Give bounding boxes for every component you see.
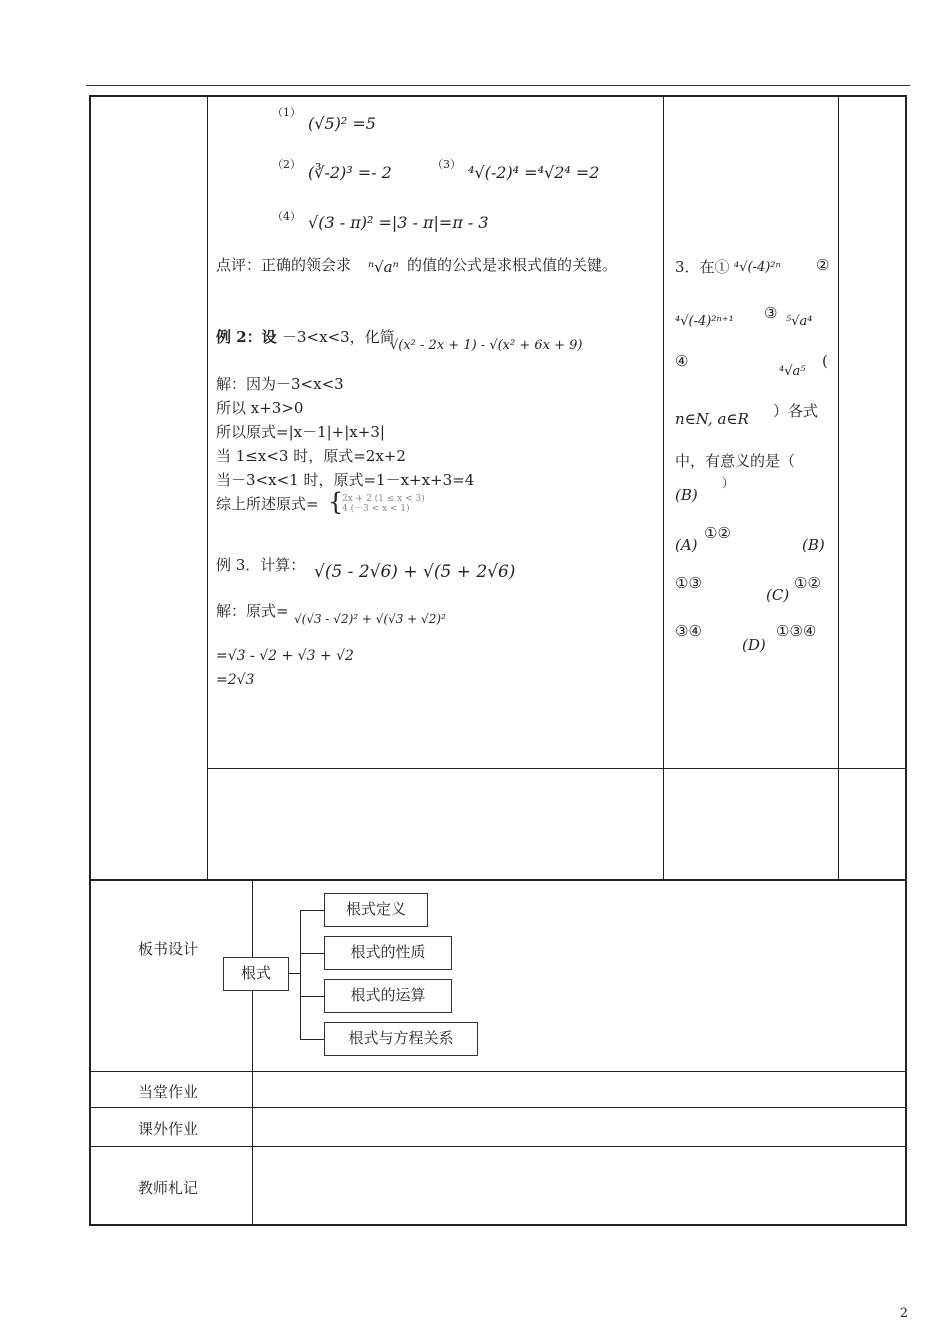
option-c: (C) xyxy=(766,586,790,604)
ex3-title: 例 3．计算： xyxy=(216,556,306,574)
board-node-operations: 根式的运算 xyxy=(324,979,452,1013)
ex2-line: 所以 x+3>0 xyxy=(216,399,304,417)
table-border-left xyxy=(89,95,91,1225)
option-d: (D) xyxy=(742,636,766,654)
ex2-title-bold: 例 2：设 xyxy=(216,328,277,346)
table-border-top xyxy=(89,95,907,97)
ex1-item4-expr: √(3 - π)² =|3 - π|=π - 3 xyxy=(308,213,489,232)
col-divider-3 xyxy=(838,95,839,880)
label-col-divider xyxy=(252,879,253,1225)
ex3-sol-label: 解：原式= xyxy=(216,602,289,620)
col-divider-1 xyxy=(207,95,208,880)
row-divider-2 xyxy=(89,879,907,881)
ex2-piecewise xyxy=(342,494,425,514)
header-rule xyxy=(86,85,910,86)
option-d-prefix: ③④ xyxy=(675,622,702,640)
ex1-item4-label: （4） xyxy=(272,210,301,223)
board-node-equations: 根式与方程关系 xyxy=(324,1022,478,1056)
row-label-teacher-notes: 教师札记 xyxy=(138,1179,199,1197)
board-connector-trunk xyxy=(300,910,301,1040)
ex1-comment-suffix: 的值的公式是求根式值的关键。 xyxy=(407,256,618,274)
row-divider-1 xyxy=(207,768,905,769)
option-c-value: ①② xyxy=(794,574,821,592)
board-label: 板书设计 xyxy=(138,940,199,958)
ex1-item3-label: （3） xyxy=(432,158,461,171)
exercise-item1: ⁴√(-4)²ⁿ xyxy=(734,260,781,275)
board-node-properties: 根式的性质 xyxy=(324,936,452,970)
piecewise-brace: { xyxy=(328,488,344,516)
ex1-item1-expr: (√5)² =5 xyxy=(308,114,376,133)
row-label-home-homework: 课外作业 xyxy=(138,1120,199,1138)
board-connector-branch xyxy=(300,996,324,997)
ex1-item1-label: （1） xyxy=(272,106,301,119)
row-label-class-homework: 当堂作业 xyxy=(138,1083,199,1101)
option-b: (B) xyxy=(802,536,825,554)
row-divider-5 xyxy=(89,1146,907,1147)
exercise-answer: (B) xyxy=(675,486,698,504)
ex3-step1: =√3 - √2 + √3 + √2 xyxy=(216,648,354,664)
page-number: 2 xyxy=(899,1306,908,1321)
ex3-formula: √(5 - 2√6) + √(5 + 2√6) xyxy=(314,562,516,582)
option-a-value: ①② xyxy=(704,524,731,542)
exercise-item2: ⁴√(-4)²ⁿ⁺¹ xyxy=(675,314,734,329)
ex2-line: 综上所述原式= xyxy=(216,495,319,513)
row-divider-4 xyxy=(89,1107,907,1108)
ex2-line: 解：因为－3<x<3 xyxy=(216,375,344,393)
exercise-item4: ⁴√a⁵ xyxy=(779,364,806,379)
ex2-line: 当－3<x<1 时，原式=1－x+x+3=4 xyxy=(216,471,475,489)
exercise-close: ） xyxy=(722,476,735,490)
col-divider-2 xyxy=(663,95,664,880)
ex2-title-rest: －3<x<3，化简 xyxy=(282,328,395,346)
ex3-step2: =2√3 xyxy=(216,672,255,688)
option-a: (A) xyxy=(675,536,698,554)
ex1-comment-prefix: 点评：正确的领会求 xyxy=(216,256,352,274)
board-connector-branch xyxy=(300,953,324,954)
board-node-definition: 根式定义 xyxy=(324,893,428,927)
board-connector-branch xyxy=(300,1039,324,1040)
exercise-prefix: 3．在① xyxy=(675,258,730,276)
ex1-item2-expr: (∛-2)³ =- 2 xyxy=(308,163,392,182)
ex2-formula: √(x² - 2x + 1) - √(x² + 6x + 9) xyxy=(390,338,583,353)
option-b-value: ①③ xyxy=(675,574,702,592)
ex2-line: 当 1≤x<3 时，原式=2x+2 xyxy=(216,447,406,465)
ex3-sol-formula: √(√3 - √2)² + √(√3 + √2)² xyxy=(294,612,446,626)
option-d-value: ①③④ xyxy=(776,622,817,640)
exercise-paren-open: ( xyxy=(822,352,828,370)
ex1-comment-formula: ⁿ√aⁿ xyxy=(368,258,399,276)
ex1-item3-expr: ⁴√(-2)⁴ =⁴√2⁴ =2 xyxy=(468,163,600,182)
table-border-right xyxy=(905,95,907,1225)
piecewise-case: 2x + 2 (1 ≤ x < 3) xyxy=(342,494,425,504)
table-border-bottom xyxy=(89,1224,907,1226)
exercise-mark2: ② xyxy=(816,256,830,274)
board-root-node: 根式 xyxy=(223,957,289,991)
exercise-condition: n∈N, a∈R xyxy=(675,410,749,428)
piecewise-case: 4 (－3 < x < 1) xyxy=(342,504,410,514)
row-divider-3 xyxy=(89,1071,907,1072)
exercise-tail-a: ）各式 xyxy=(773,402,819,420)
exercise-mark4: ④ xyxy=(675,352,689,370)
board-connector-branch xyxy=(300,910,324,911)
board-connector-root xyxy=(288,973,300,974)
exercise-tail-b: 中，有意义的是（ xyxy=(675,452,796,470)
exercise-mark3: ③ xyxy=(764,304,778,322)
ex2-line: 所以原式=|x－1|+|x+3| xyxy=(216,423,385,441)
exercise-item3: ⁵√a⁴ xyxy=(786,314,813,329)
ex1-item2-label: （2） xyxy=(272,158,301,171)
